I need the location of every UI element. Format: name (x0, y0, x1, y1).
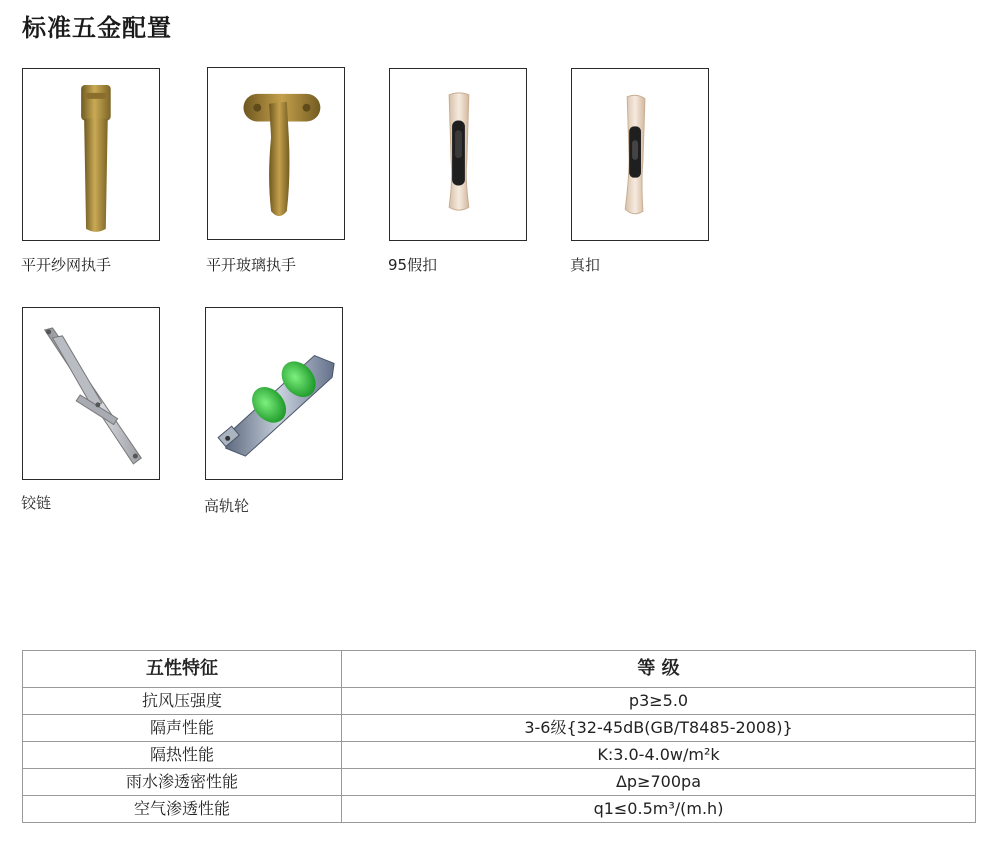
hardware-caption: 真扣 (570, 256, 601, 274)
real-latch-icon (572, 69, 708, 240)
table-header-row (23, 651, 976, 688)
hinge-icon (23, 308, 159, 479)
grade-cell: K:3.0-4.0w/m²k (342, 742, 976, 769)
hardware-image-frame (22, 307, 160, 480)
fake-latch-icon (390, 69, 526, 240)
feature-cell: 抗风压强度 (23, 688, 342, 715)
hardware-image-frame (389, 68, 527, 241)
header-grade: 等 级 (342, 651, 976, 688)
window-handle-icon (23, 69, 159, 240)
feature-cell: 隔声性能 (23, 715, 342, 742)
table-row (23, 688, 976, 715)
feature-cell: 雨水渗透密性能 (23, 769, 342, 796)
hardware-image-frame (205, 307, 343, 480)
table-row (23, 796, 976, 823)
grade-cell: q1≤0.5m³/(m.h) (342, 796, 976, 823)
hardware-caption: 平开玻璃执手 (206, 256, 297, 274)
grade-cell: 3-6级{32-45dB(GB/T8485-2008)} (342, 715, 976, 742)
hardware-image-frame (207, 67, 345, 240)
hardware-image-frame (571, 68, 709, 241)
header-feature: 五性特征 (23, 651, 342, 688)
hardware-caption: 95假扣 (388, 256, 438, 274)
table-row (23, 742, 976, 769)
hardware-caption: 平开纱网执手 (21, 256, 112, 274)
table-row (23, 769, 976, 796)
grade-cell: p3≥5.0 (342, 688, 976, 715)
page-title: 标准五金配置 (22, 14, 172, 42)
hardware-caption: 铰链 (21, 494, 52, 512)
performance-table (22, 650, 976, 823)
feature-cell: 空气渗透性能 (23, 796, 342, 823)
table-row (23, 715, 976, 742)
hardware-caption: 高轨轮 (204, 497, 250, 515)
track-roller-icon (206, 308, 342, 479)
feature-cell: 隔热性能 (23, 742, 342, 769)
glass-handle-icon (208, 68, 344, 239)
grade-cell: Δp≥700pa (342, 769, 976, 796)
hardware-image-frame (22, 68, 160, 241)
